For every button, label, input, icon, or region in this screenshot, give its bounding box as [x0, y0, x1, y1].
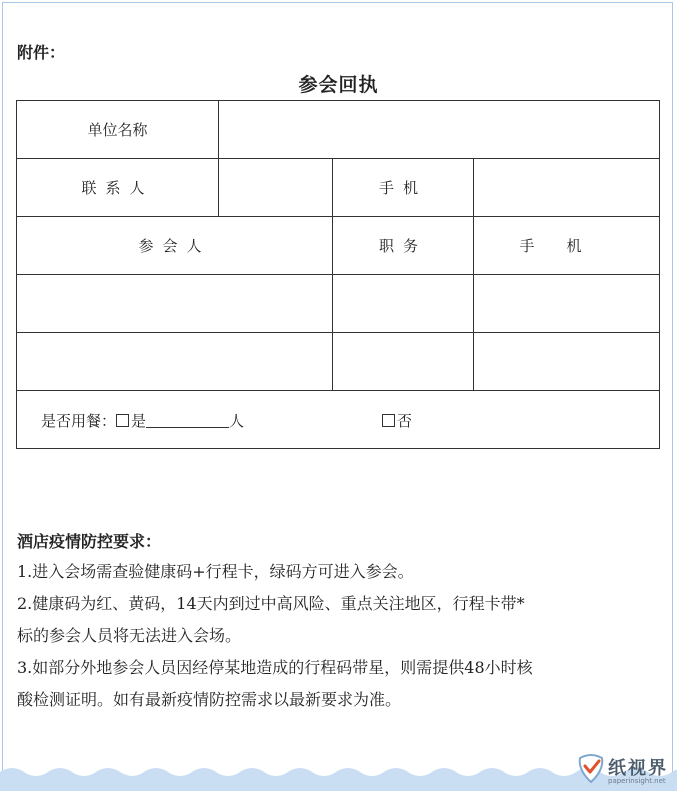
attendee-row: [17, 275, 660, 333]
requirement-line: 酸检测证明。如有最新疫情防控需求以最新要求为准。: [17, 690, 402, 709]
meal-persons-unit: 人: [229, 412, 245, 430]
requirements-title: 酒店疫情防控要求：: [17, 532, 162, 551]
requirement-line: 3.如部分外地参会人员因经停某地造成的行程码带星，则需提供48小时核: [17, 658, 533, 677]
contact-phone-label: 手机: [333, 159, 474, 217]
contact-person-label: 联系人: [17, 159, 219, 217]
form-title: 参会回执: [298, 74, 379, 96]
watermark-icon: [576, 752, 606, 784]
meal-yes-checkbox[interactable]: [116, 414, 129, 427]
meal-no-checkbox[interactable]: [382, 414, 395, 427]
unit-name-field[interactable]: [219, 101, 660, 159]
row-unit-name: [17, 101, 660, 159]
requirement-line: 2.健康码为红、黄码，14天内到过中高风险、重点关注地区，行程卡带*: [17, 594, 525, 613]
attendee-label: 参会人: [17, 217, 333, 275]
attendee-position-field[interactable]: [333, 275, 474, 333]
meal-question-group: [41, 410, 244, 431]
requirement-line: 1.进入会场需查验健康码+行程卡，绿码方可进入参会。: [17, 562, 414, 581]
meal-question-label: 是否用餐：: [41, 412, 117, 430]
meal-persons-blank[interactable]: [146, 413, 229, 428]
meal-yes-label: 是: [131, 412, 147, 430]
attendee-phone-label: 手机: [474, 217, 660, 275]
contact-phone-field[interactable]: [474, 159, 660, 217]
attendee-name-field[interactable]: [17, 275, 333, 333]
watermark-brand: 纸视界: [608, 758, 668, 779]
meal-no-group: [382, 410, 412, 431]
meal-no-label: 否: [397, 412, 413, 430]
attendee-position-field[interactable]: [333, 333, 474, 391]
watermark-logo: [576, 752, 676, 788]
reply-form-table: [16, 100, 660, 449]
attendee-row: [17, 333, 660, 391]
attachment-label: 附件：: [17, 43, 66, 62]
attendee-name-field[interactable]: [17, 333, 333, 391]
position-label: 职务: [333, 217, 474, 275]
watermark-url: paperinsight.net: [608, 777, 666, 785]
attendee-phone-field[interactable]: [474, 275, 660, 333]
attendee-phone-field[interactable]: [474, 333, 660, 391]
row-contact: [17, 159, 660, 217]
unit-name-label: 单位名称: [17, 101, 219, 159]
meal-cell: [17, 391, 660, 449]
row-meal: [17, 391, 660, 449]
contact-person-field[interactable]: [219, 159, 333, 217]
row-attendee-header: [17, 217, 660, 275]
requirement-line: 标的参会人员将无法进入会场。: [17, 626, 242, 645]
requirements-list: [17, 556, 667, 716]
